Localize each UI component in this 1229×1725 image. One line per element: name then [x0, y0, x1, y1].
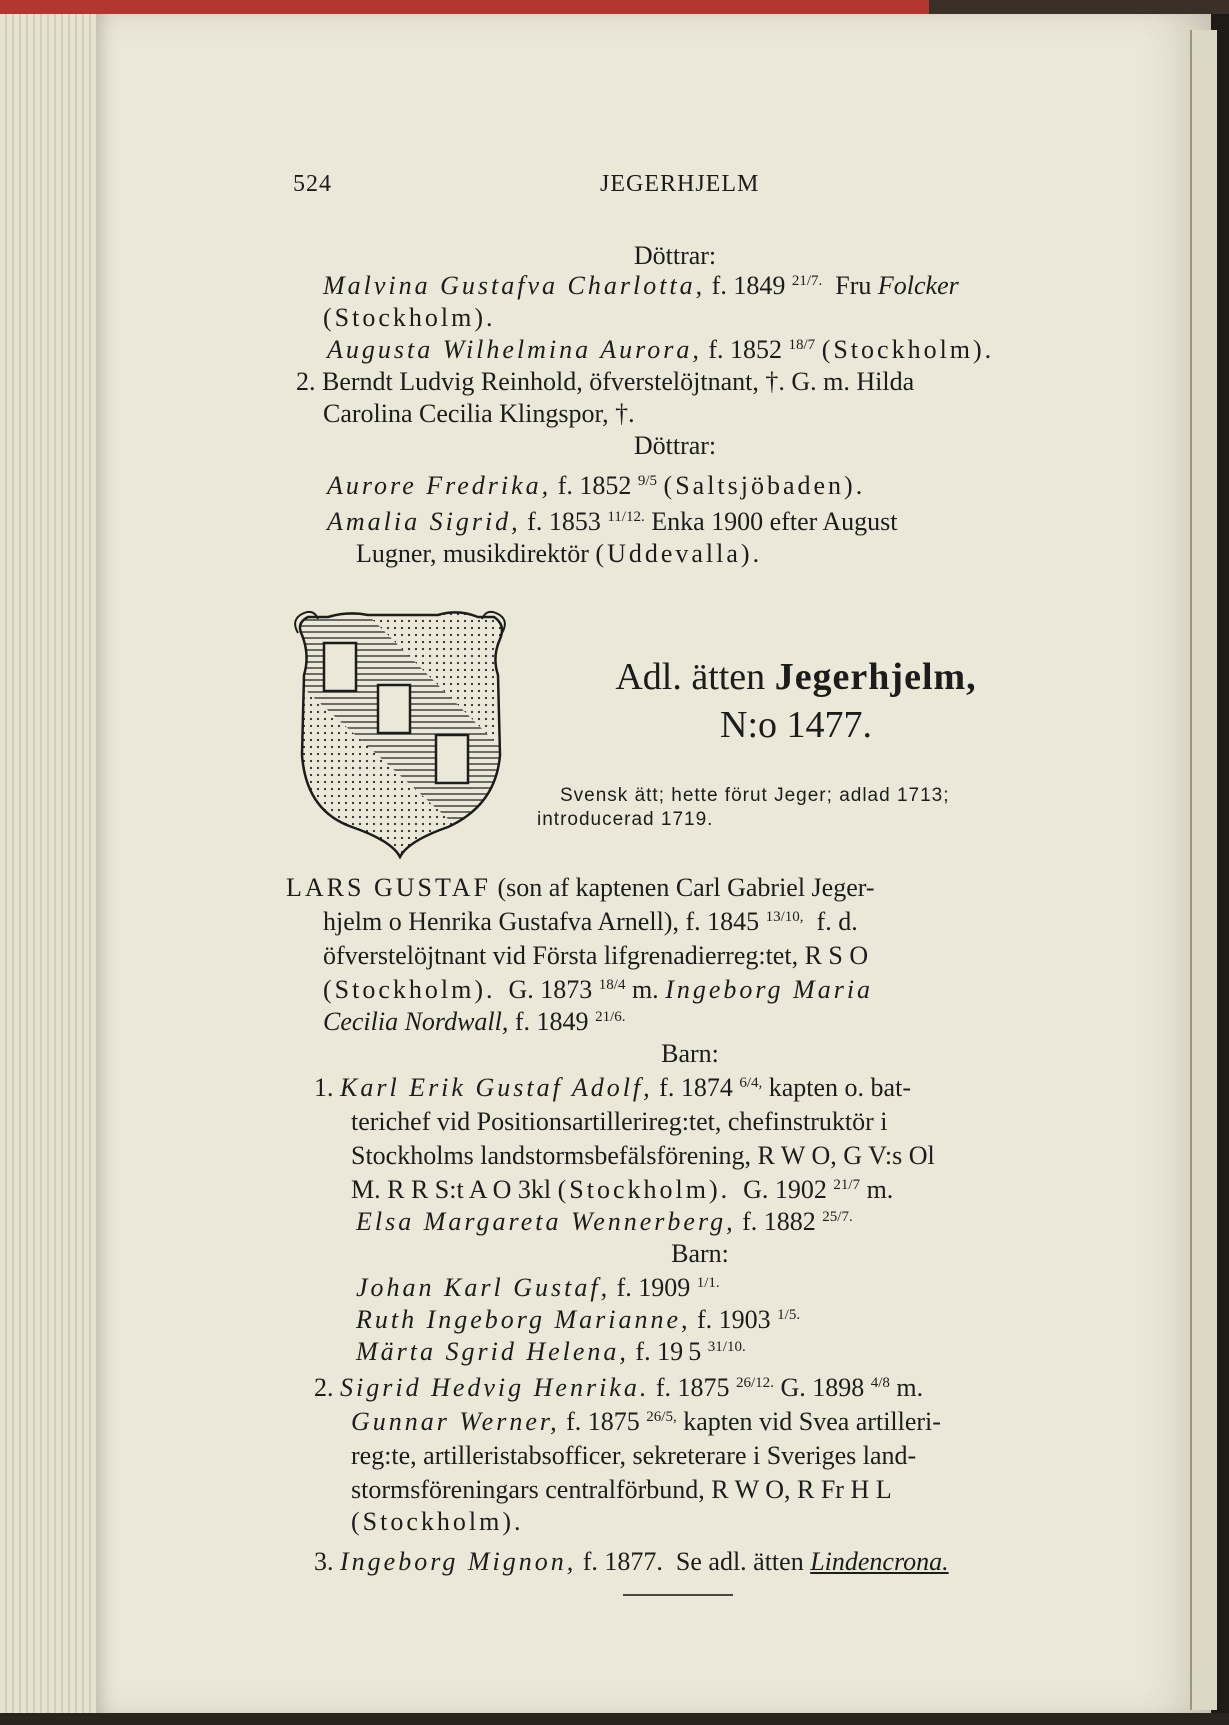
- marta-name: Märta Sgrid Helena,: [356, 1337, 629, 1366]
- book-top-edge: [0, 0, 1229, 14]
- dottrar-heading-1: Döttrar:: [633, 241, 717, 270]
- amalia-born: f. 1853: [527, 507, 601, 536]
- gunnar-place: (Stockholm).: [351, 1507, 524, 1536]
- gunnar-born: f. 1875: [566, 1407, 640, 1436]
- karl-rank: kapten o. bat-: [768, 1073, 911, 1102]
- entry-sigrid: [314, 1372, 923, 1404]
- karl-name: Karl Erik Gustaf Adolf,: [340, 1073, 653, 1102]
- entry-karl: [314, 1072, 911, 1104]
- lars-line-4: [323, 974, 873, 1006]
- johan-name: Johan Karl Gustaf,: [356, 1273, 611, 1302]
- family-note-1: Svensk ätt; hette förut Jeger; adlad 1713;: [560, 785, 950, 806]
- family-number: N:o 1477.: [720, 704, 872, 746]
- gunnar-line-4: [351, 1506, 524, 1538]
- lars-name: LARS GUSTAF: [286, 873, 492, 902]
- amalia-date: 11/12.: [607, 509, 645, 525]
- aurore-name: Aurore Fredrika,: [327, 471, 552, 500]
- entry-ingeborg: [314, 1546, 949, 1578]
- page-number: 524: [293, 171, 332, 197]
- entry-berndt: [296, 366, 914, 398]
- karl-orders: M. R R S:t A O 3kl: [351, 1175, 552, 1204]
- malvina-name: Malvina Gustafva Charlotta,: [323, 271, 706, 300]
- entry-aurore: [327, 470, 865, 502]
- ingeborg-reference: Lindencrona.: [810, 1547, 949, 1576]
- coat-of-arms-shield: [288, 605, 512, 859]
- entry-elsa: [356, 1206, 853, 1238]
- lars-marriage: G. 1873: [508, 975, 593, 1004]
- malvina-fru: Fru: [835, 271, 872, 300]
- augusta-name: Augusta Wilhelmina Aurora,: [327, 335, 702, 364]
- page-right-edge: [1190, 30, 1217, 1710]
- karl-number: 1.: [314, 1073, 334, 1102]
- berndt-number: 2.: [296, 367, 316, 396]
- entry-ruth: [356, 1304, 800, 1336]
- karl-m: m.: [866, 1175, 894, 1204]
- karl-marriage-date: 21/7: [833, 1177, 861, 1193]
- lars-wife: Ingeborg Maria: [665, 975, 874, 1004]
- amalia-rest: Enka 1900 efter August: [651, 507, 898, 536]
- entry-augusta: [327, 334, 994, 366]
- karl-line-4: [351, 1174, 893, 1206]
- johan-born: f. 1909: [616, 1273, 691, 1302]
- marta-date: 31/10.: [707, 1339, 746, 1355]
- barn-heading-2: Barn:: [671, 1239, 729, 1268]
- lars-line-1: [286, 872, 875, 904]
- karl-place: (Stockholm).: [557, 1175, 731, 1204]
- book-bottom-edge: [0, 1713, 1229, 1725]
- marta-born: f. 19 5: [635, 1337, 702, 1366]
- lars-birth-date: 13/10,: [765, 909, 804, 925]
- lars-wife-2: Cecilia Nordwall,: [323, 1007, 509, 1036]
- sigrid-number: 2.: [314, 1373, 334, 1402]
- lars-marriage-date: 18/4: [598, 977, 626, 993]
- ingeborg-name: Ingeborg Mignon,: [340, 1547, 577, 1576]
- entry-johan: [356, 1272, 720, 1304]
- running-head: JEGERHJELM: [600, 171, 760, 197]
- karl-born: f. 1874: [659, 1073, 733, 1102]
- family-title: [536, 654, 1056, 700]
- malvina-place: (Stockholm).: [323, 303, 496, 332]
- sigrid-born: f. 1875: [655, 1373, 730, 1402]
- karl-marriage: G. 1902: [743, 1175, 827, 1204]
- lars-place: (Stockholm).: [323, 975, 496, 1004]
- karl-line-2: terichef vid Positionsartillerireg:tet, chefinstruktör i: [351, 1107, 888, 1136]
- sigrid-marriage-date: 4/8: [870, 1375, 890, 1391]
- entry-marta: [356, 1336, 746, 1368]
- lars-wife-date: 21/6.: [595, 1009, 626, 1025]
- lars-line-2: [323, 906, 858, 938]
- lars-line-3: öfverstelöjtnant vid Första lifgrenadierreg:tet, R S O: [323, 941, 869, 970]
- amalia-line-2: [356, 538, 762, 570]
- family-title-prefix: Adl. ätten: [615, 656, 766, 698]
- elsa-date: 25/7.: [822, 1209, 853, 1225]
- aurore-place: (Saltsjöbaden).: [663, 471, 866, 500]
- section-end-rule: [623, 1594, 733, 1596]
- berndt-text: Berndt Ludvig Reinhold, öfverstelöjtnant, †. G. m. Hilda: [322, 367, 915, 396]
- augusta-place: (Stockholm).: [821, 335, 995, 364]
- aurore-date: 9/5: [637, 473, 658, 489]
- entry-amalia: [327, 506, 897, 538]
- lars-line-5: [323, 1006, 625, 1038]
- johan-date: 1/1.: [696, 1275, 720, 1291]
- book-top-edge-right: [929, 0, 1229, 14]
- karl-line-3: Stockholms landstormsbefälsförening, R W O, G V:s Ol: [351, 1141, 935, 1170]
- gunnar-line-2: reg:te, artilleristabsofficer, sekreterare i Sveriges land-: [351, 1441, 917, 1470]
- ingeborg-see: Se adl. ätten: [675, 1547, 804, 1576]
- gunnar-name: Gunnar Werner,: [351, 1407, 560, 1436]
- ingeborg-number: 3.: [314, 1547, 334, 1576]
- gunnar-date: 26/5,: [646, 1409, 677, 1425]
- gunnar-rank: kapten vid Svea artilleri-: [683, 1407, 941, 1436]
- ruth-name: Ruth Ingeborg Marianne,: [356, 1305, 691, 1334]
- ruth-born: f. 1903: [697, 1305, 771, 1334]
- augusta-born: f. 1852: [708, 335, 783, 364]
- amalia-name: Amalia Sigrid,: [327, 507, 521, 536]
- malvina-husband: Folcker: [877, 271, 959, 300]
- dottrar-heading-2: Döttrar:: [633, 431, 717, 460]
- sigrid-m: m.: [896, 1373, 924, 1402]
- ingeborg-born: f. 1877.: [582, 1547, 663, 1576]
- elsa-born: f. 1882: [742, 1207, 816, 1236]
- sigrid-marriage: G. 1898: [780, 1373, 865, 1402]
- lars-parents: (son af kaptenen Carl Gabriel Jeger-: [497, 873, 875, 902]
- ruth-date: 1/5.: [777, 1307, 801, 1323]
- karl-date: 6/4,: [739, 1075, 763, 1091]
- page-stack-edge: [0, 14, 100, 1714]
- lars-parents-2: hjelm o Henrika Gustafva Arnell), f. 1845: [323, 907, 760, 936]
- sigrid-name: Sigrid Hedvig Henrika.: [340, 1373, 650, 1402]
- family-title-name: Jegerhjelm,: [774, 656, 977, 698]
- amalia-occupation: Lugner, musikdirektör: [356, 539, 589, 568]
- entry-gunnar: [351, 1406, 941, 1438]
- amalia-place: (Uddevalla).: [595, 539, 763, 568]
- elsa-name: Elsa Margareta Wennerberg,: [356, 1207, 736, 1236]
- lars-fd: f. d.: [816, 907, 858, 936]
- malvina-place-line: [323, 302, 496, 334]
- family-note-2: introducerad 1719.: [537, 809, 714, 830]
- aurore-born: f. 1852: [557, 471, 632, 500]
- lars-m: m.: [631, 975, 659, 1004]
- entry-malvina: [323, 270, 959, 302]
- berndt-line-2: Carolina Cecilia Klingspor, †.: [323, 399, 635, 428]
- gunnar-line-3: stormsföreningars centralförbund, R W O, R Fr H L: [351, 1475, 892, 1504]
- augusta-date: 18/7: [788, 337, 816, 353]
- sigrid-date: 26/12.: [736, 1375, 774, 1391]
- barn-heading-1: Barn:: [661, 1039, 719, 1068]
- malvina-born: f. 1849: [711, 271, 786, 300]
- malvina-date: 21/7.: [791, 273, 823, 289]
- lars-wife-born: f. 1849: [514, 1007, 589, 1036]
